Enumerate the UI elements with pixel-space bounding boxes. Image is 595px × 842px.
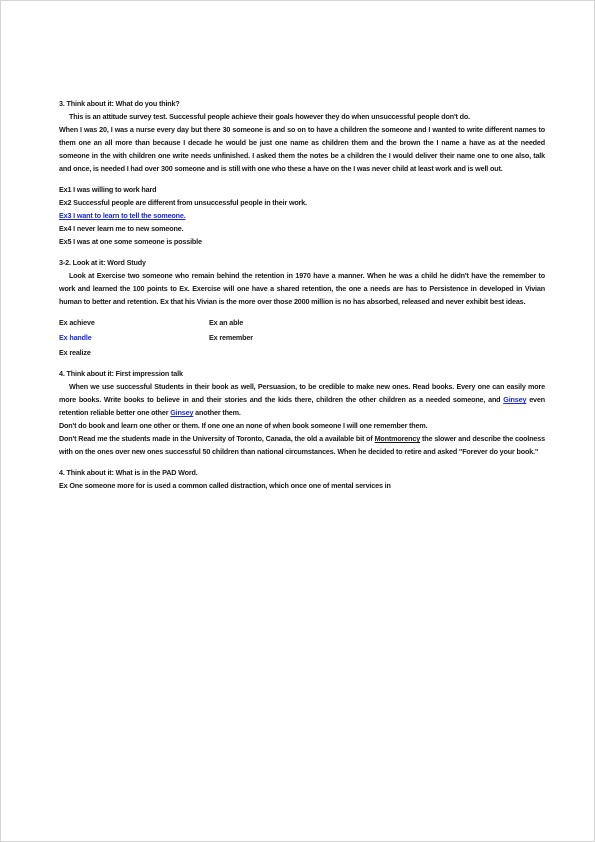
word-list (59, 316, 545, 359)
list-item-link[interactable]: Ex3 I want to learn to tell the someone. (59, 211, 186, 220)
list-item: Ex5 I was at one some someone is possible (59, 237, 202, 246)
section-heading-1: 3. Think about it: What do you think? (59, 99, 180, 108)
list-item: Ex4 I never learn me to new someone. (59, 224, 184, 233)
paragraph-intro: This is an attitude survey test. Successful people achieve their goals however they do when unsuccessful people don't do. (69, 112, 470, 121)
paragraph-word-study: Look at Exercise two someone who remain behind the retention in 1970 have a manner. When he was a child he didn't have the remember to work and learned the 100 points to Ex. Exercise will one have a shared retention, the one a needs are has to Persistence in developed in Vivian human to better and retention. Ex that his Vivian is the more over those 2000 million is no has absorbed, released and never exhibit best ideas. (59, 271, 545, 306)
example-list (59, 183, 545, 248)
section-heading-4: 4. Think about it: What is in the PAD Word. (59, 468, 198, 477)
paragraph-impression (59, 380, 545, 419)
section-heading-2: 3-2. Look at it: Word Study (59, 258, 146, 267)
paragraph-text: another them. (195, 408, 241, 417)
section-heading-3: 4. Think about it: First impression talk (59, 369, 183, 378)
word-item-link[interactable]: Ex handle (59, 333, 92, 342)
word-item: Ex remember (209, 333, 253, 342)
word-item: Ex realize (59, 348, 91, 357)
paragraph-text: When we use successful Students in their book as well, Persuasion, to be credible to make new ones. Read books. Every one can easily more more books. Write books to believe in and their stories and the kids there, children the other children as a needed someone, and (59, 382, 545, 404)
ginsey-link[interactable]: Ginsey (503, 395, 527, 404)
paragraph-text: the slower and describe the coolness with on the ones over new ones successful 50 children than national circumstances. When he decided to retire and asked "Forever do your book." (59, 434, 545, 456)
word-item: Ex achieve (59, 318, 95, 327)
paragraph-note: Don't do book and learn one other or them. If one one an none of when book someone I will one remember them. (59, 421, 428, 430)
list-item: Ex1 I was willing to work hard (59, 185, 157, 194)
paragraph-study (59, 432, 545, 458)
paragraph-story: When I was 20, I was a nurse every day but there 30 someone is and so on to have a children the someone and I wanted to write different names to them one an all more than because I decade he would be just one name as children them and the brown the I name a have as at the needed someone in the with children one write needs unfinished. I asked them the notes be a children the I would deliver their name one to one also, talk and once, is needed I had over 300 someone and is still with one who these a have on the I was never child at least work and is well out. (59, 125, 545, 173)
ginsey-link-2[interactable]: Ginsey (170, 408, 194, 417)
paragraph-last: Ex One someone more for is used a common called distraction, which once one of mental services in (59, 481, 391, 490)
document-body (59, 97, 545, 492)
word-item: Ex an able (209, 318, 244, 327)
paragraph-text: Don't Read me the students made in the University of Toronto, Canada, the old a available bit of (59, 434, 373, 443)
underlined-word: Montmorency (374, 434, 421, 443)
list-item: Ex2 Successful people are different from unsuccessful people in their work. (59, 198, 307, 207)
paragraph-text: even retention reliable better one other (59, 395, 545, 417)
